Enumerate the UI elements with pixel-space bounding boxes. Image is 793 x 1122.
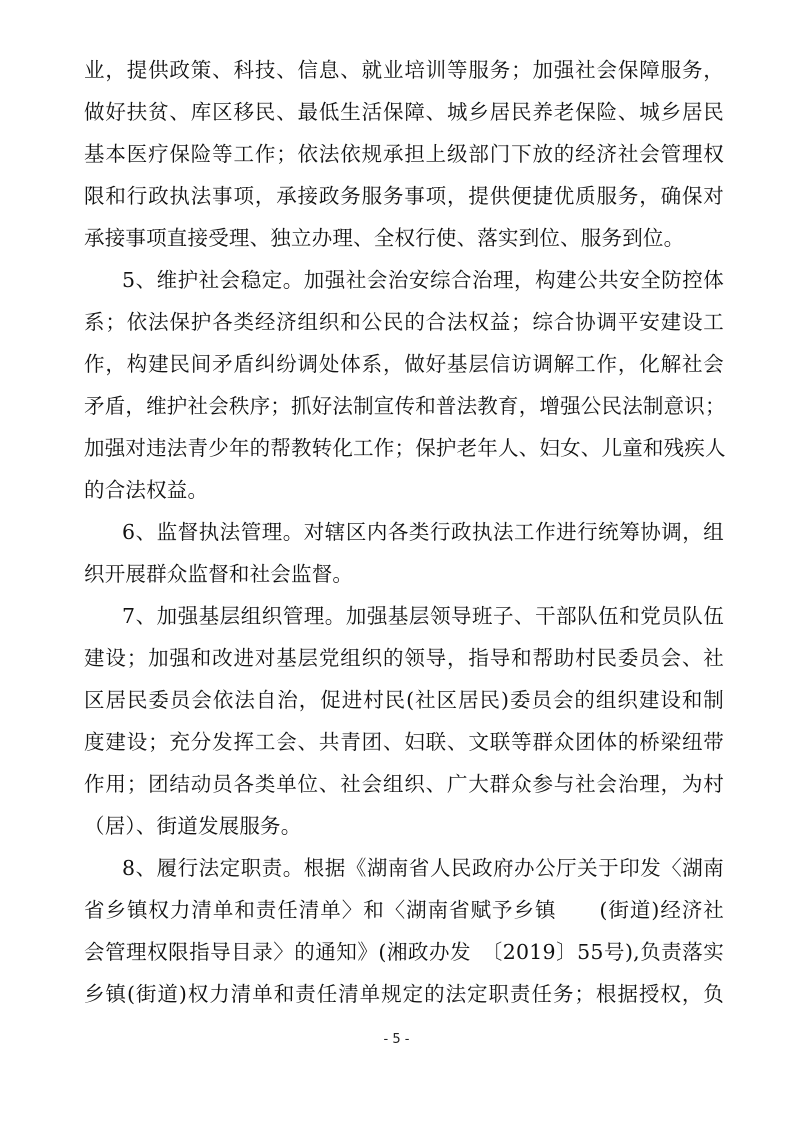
text-line: 建设；加强和改进对基层党组织的领导，指导和帮助村民委员会、社 bbox=[84, 646, 724, 670]
text-line: 织开展群众监督和社会监督。 bbox=[84, 562, 354, 586]
text-line: 做好扶贫、库区移民、最低生活保障、城乡居民养老保险、城乡居民 bbox=[84, 100, 724, 124]
text-line: 矛盾，维护社会秩序；抓好法制宣传和普法教育，增强公民法制意识； bbox=[84, 394, 726, 418]
text-line: 的合法权益。 bbox=[84, 478, 209, 502]
text-line: 承接事项直接受理、独立办理、全权行使、落实到位、服务到位。 bbox=[84, 226, 685, 250]
text-line: 会管理权限指导目录〉的通知》(湘政办发 〔2019〕55号),负责落实 bbox=[84, 940, 724, 964]
page-number: - 5 - bbox=[383, 1032, 410, 1047]
text-line: 乡镇(街道)权力清单和责任清单规定的法定职责任务；根据授权，负 bbox=[84, 982, 724, 1006]
text-line: 加强对违法青少年的帮教转化工作；保护老年人、妇女、儿童和残疾人 bbox=[84, 436, 726, 460]
text-line: 省乡镇权力清单和责任清单〉和〈湖南省赋予乡镇 (街道)经济社 bbox=[84, 898, 724, 922]
text-line: 系；依法保护各类经济组织和公民的合法权益；综合协调平安建设工 bbox=[84, 310, 724, 334]
paragraph-5-heading-line: 5、维护社会稳定。加强社会治安综合治理，构建公共安全防控体 bbox=[122, 268, 724, 292]
text-line: 限和行政执法事项，承接政务服务事项，提供便捷优质服务，确保对 bbox=[84, 184, 724, 208]
text-line: 区居民委员会依法自治，促进村民(社区居民)委员会的组织建设和制 bbox=[84, 688, 724, 712]
paragraph-7-heading-line: 7、加强基层组织管理。加强基层领导班子、干部队伍和党员队伍 bbox=[122, 604, 724, 628]
text-line: 业，提供政策、科技、信息、就业培训等服务；加强社会保障服务， bbox=[84, 58, 724, 82]
text-line: 度建设；充分发挥工会、共青团、妇联、文联等群众团体的桥梁纽带 bbox=[84, 730, 724, 754]
text-line: （居）、街道发展服务。 bbox=[84, 814, 302, 838]
paragraph-6-heading-line: 6、监督执法管理。对辖区内各类行政执法工作进行统筹协调，组 bbox=[122, 520, 724, 544]
paragraph-8-heading-line: 8、履行法定职责。根据《湖南省人民政府办公厅关于印发〈湖南 bbox=[122, 856, 724, 880]
text-line: 基本医疗保险等工作；依法依规承担上级部门下放的经济社会管理权 bbox=[84, 142, 724, 166]
text-line: 作，构建民间矛盾纠纷调处体系，做好基层信访调解工作，化解社会 bbox=[84, 352, 724, 376]
text-line: 作用；团结动员各类单位、社会组织、广大群众参与社会治理，为村 bbox=[84, 772, 724, 796]
